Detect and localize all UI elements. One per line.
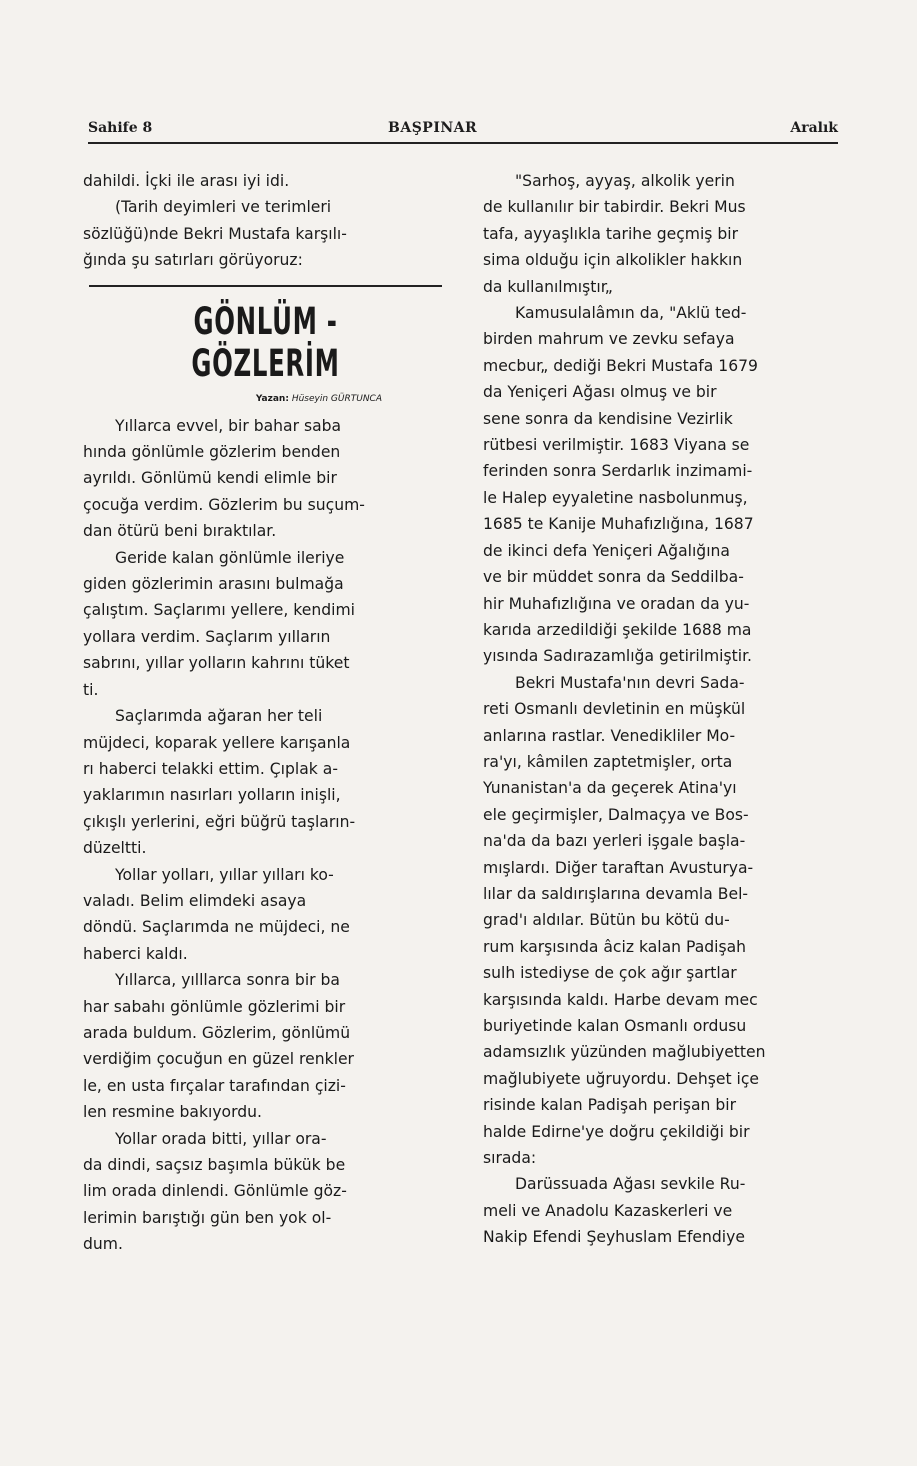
text-line: har sabahı gönlümle gözlerimi bir [83,997,346,1016]
text-line: valadı. Belim elimdeki asaya [83,891,307,910]
text-line: çalıştım. Saçlarımı yellere, kendimi [83,601,355,620]
text-line: mağlubiyete uğruyordu. Dehşet içe [483,1069,760,1088]
text-line: lim orada dinlendi. Gönlümle göz- [83,1182,347,1201]
text-line: Yunanistan'a da geçerek Atina'yı [483,779,737,798]
text-line: ra'yı, kâmilen zaptetmişler, orta [483,752,733,771]
text-line: dum. [83,1235,123,1254]
paragraph [83,545,448,703]
left-column [83,168,448,1258]
text-line: karıda arzedildiği şekilde 1688 ma [483,620,752,639]
text-line: Yıllarca evvel, bir bahar saba [115,416,342,435]
paragraph [83,413,448,545]
text-line: mecbur„ dediği Bekri Mustafa 1679 [483,356,758,375]
text-line: ğında şu satırları görüyoruz: [83,251,303,270]
text-line: birden mahrum ve zevku sefaya [483,330,735,349]
text-line: müjdeci, koparak yellere karışanla [83,733,351,752]
text-line: sözlüğü)nde Bekri Mustafa karşılı- [83,224,347,243]
text-line: halde Edirne'ye doğru çekildiği bir [483,1122,750,1141]
text-line: lerimin barıştığı gün ben yok ol- [83,1208,332,1227]
text-line: ele geçirmişler, Dalmaçya ve Bos- [483,805,749,824]
text-line: sulh istediyse de çok ağır şartlar [483,964,737,983]
text-line: meli ve Anadolu Kazaskerleri ve [483,1201,733,1220]
page-header [88,118,838,144]
text-line: da dindi, saçsız başımla bükük be [83,1156,346,1174]
text-line: ti. [83,680,99,699]
text-line: yısında Sadırazamlığa getirilmiştir. [483,647,753,666]
text-line: "Sarhoş, ayyaş, alkolik yerin [515,172,735,190]
text-line: da kullanılmıştır„ [483,277,613,296]
section-divider [89,285,442,287]
text-line: yaklarımın nasırları yolların inişli, [83,786,341,805]
text-line: Yıllarca, yılllarca sonra bir ba [115,971,340,990]
text-line: ferinden sonra Serdarlık inzimami- [483,462,753,481]
text-line: sene sonra da kendisine Vezirlik [483,409,733,428]
text-line: Darüssuada Ağası sevkile Ru- [515,1175,746,1194]
text-line: hında gönlümle gözlerim benden [83,443,341,462]
text-line: düzeltti. [83,839,147,858]
text-line: döndü. Saçlarımda ne müjdeci, ne [83,918,350,937]
text-line: Kamusulalâmın da, "Aklü ted- [515,304,747,323]
text-line: rum karşısında âciz kalan Padişah [483,937,747,956]
paragraph [483,1171,843,1250]
text-line: tafa, ayyaşlıkla tarihe geçmiş bir [483,224,739,243]
text-line: anlarına rastlar. Venedikliler Mo- [483,726,736,745]
text-line: risinde kalan Padişah perişan bir [483,1096,736,1115]
text-line: rı haberci telakki ettim. Çıplak a- [83,759,338,778]
text-line: Yollar orada bitti, yıllar ora- [115,1129,327,1148]
text-line: len resmine bakıyordu. [83,1103,262,1122]
text-line: rütbesi verilmiştir. 1683 Viyana se [483,436,750,455]
paragraph [83,1126,448,1258]
right-column [483,168,843,1251]
text-line: le, en usta fırçalar tarafından çizi- [83,1076,346,1095]
text-line: dan ötürü beni bıraktılar. [83,522,277,541]
paragraph [483,300,843,670]
text-line: buriyetinde kalan Osmanlı ordusu [483,1017,747,1035]
byline-label: Yazan: [255,393,289,404]
text-line: arada buldum. Gözlerim, gönlümü [83,1023,351,1042]
text-line: Saçlarımda ağaran her teli [115,707,323,726]
text-line: sabrını, yıllar yolların kahrını tüket [83,654,350,673]
text-line: ve bir müddet sonra da Seddilba- [483,568,744,587]
text-line: sima olduğu için alkolikler hakkın [483,251,743,270]
text-line: Yollar yolları, yıllar yılları ko- [115,865,334,884]
text-line: giden gözlerimin arasını bulmağa [83,575,344,594]
paragraph [83,967,448,1125]
byline [83,391,448,407]
text-line: de kullanılır bir tabirdir. Bekri Mus [483,198,746,217]
text-line: karşısında kaldı. Harbe devam mec [483,990,758,1009]
text-line: hir Muhafızlığına ve oradan da yu- [483,594,750,613]
text-line: çocuğa verdim. Gözlerim bu suçum- [83,495,365,514]
text-line: na'da da bazı yerleri işgale başla- [483,832,746,851]
text-line: lılar da saldırışlarına devamla Bel- [483,884,749,903]
text-line: sırada: [483,1149,537,1168]
page-number: Sahife 8 [88,120,153,136]
text-line: le Halep eyyaletine nasbolunmuş, [483,488,748,507]
text-line: (Tarih deyimleri ve terimleri [115,198,332,217]
text-line: haberci kaldı. [83,944,188,963]
magazine-name: BAŞPINAR [388,120,478,136]
issue-month: Aralık [790,120,838,136]
text-line: 1685 te Kanije Muhafızlığına, 1687 [483,515,754,534]
text-line: yollara verdim. Saçlarım yılların [83,627,331,646]
paragraph [483,168,843,300]
paragraph [83,703,448,861]
text-line: dahildi. İçki ile arası iyi idi. [83,172,290,190]
text-line: Bekri Mustafa'nın devri Sada- [515,673,745,692]
text-line: Geride kalan gönlümle ileriye [115,548,345,567]
text-line: çıkışlı yerlerini, eğri büğrü taşların- [83,812,356,831]
text-line: reti Osmanlı devletinin en müşkül [483,700,746,719]
text-line: grad'ı aldılar. Bütün bu kötü du- [483,911,730,930]
text-line: de ikinci defa Yeniçeri Ağalığına [483,541,730,560]
text-line: da Yeniçeri Ağası olmuş ve bir [483,383,717,402]
text-line: ayrıldı. Gönlümü kendi elimle bir [83,469,337,488]
text-line: mışlardı. Diğer taraftan Avusturya- [483,858,754,877]
poem-title: GÖNLÜM - GÖZLERİM [191,299,340,385]
text-line: adamsızlık yüzünden mağlubiyetten [483,1043,766,1062]
text-line: verdiğim çocuğun en güzel renkler [83,1050,354,1069]
text-line: Nakip Efendi Şeyhuslam Efendiye [483,1228,745,1247]
paragraph [483,670,843,1172]
author-name: Hüseyin GÜRTUNCA [291,393,382,404]
paragraph [83,862,448,968]
